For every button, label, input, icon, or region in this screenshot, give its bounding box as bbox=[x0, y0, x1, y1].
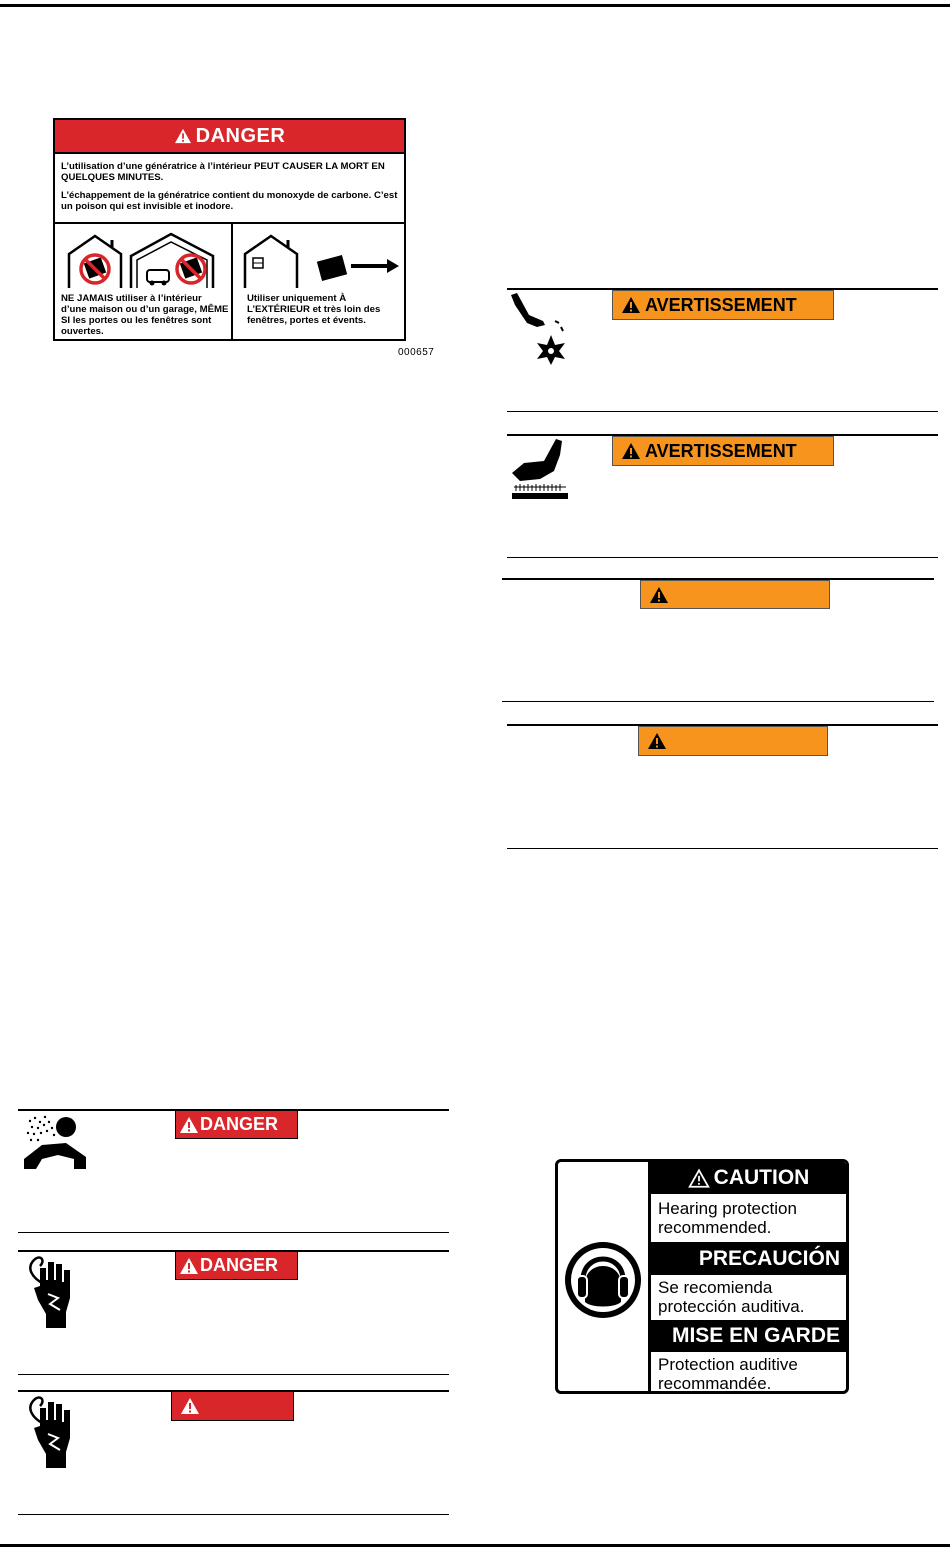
warning2-bottom-rule bbox=[507, 557, 938, 558]
danger-tag-1 bbox=[175, 1110, 298, 1139]
electric-shock-hand-icon bbox=[22, 1254, 82, 1330]
caution-header-es-label: PRECAUCIÓN bbox=[698, 1246, 840, 1270]
warning-tag-2-label: AVERTISSEMENT bbox=[645, 440, 797, 461]
warning-triangle-icon bbox=[649, 586, 669, 604]
warning1-bottom-rule bbox=[507, 411, 938, 412]
ear-protection-icon bbox=[563, 1240, 643, 1320]
hot-surface-hand-icon bbox=[510, 437, 570, 501]
warning-tag-3 bbox=[640, 580, 830, 609]
warning-tag-1-label: AVERTISSEMENT bbox=[645, 294, 797, 315]
danger-tag-2-label: DANGER bbox=[200, 1255, 279, 1275]
danger3-bottom-rule bbox=[18, 1514, 449, 1515]
co-danger-label bbox=[53, 118, 406, 341]
toxic-fumes-icon bbox=[22, 1113, 88, 1169]
caution-text-fr: Protection auditive recommandée. bbox=[658, 1355, 798, 1393]
danger-tag-3 bbox=[171, 1391, 294, 1421]
warning-triangle-icon bbox=[174, 128, 192, 144]
outdoor-generator-icon bbox=[241, 232, 401, 290]
warning-triangle-icon bbox=[621, 296, 641, 314]
caution-text-es: Se recomienda protección auditiva. bbox=[658, 1278, 805, 1316]
warning4-bottom-rule bbox=[507, 848, 938, 849]
warning-triangle-icon bbox=[621, 442, 641, 460]
warning-tag-4 bbox=[638, 726, 828, 756]
caution-header-fr-label: MISE EN GARDE bbox=[671, 1324, 840, 1347]
co-label-vdivider bbox=[231, 224, 233, 339]
caution-icon-panel bbox=[558, 1162, 651, 1391]
warning-tag-1 bbox=[612, 290, 834, 320]
co-caption-left: NE JAMAIS utiliser à l’intérieur d’une maison ou d’un garage, MÊME SI les portes ou les fenêtres sont ouvertes. bbox=[61, 293, 229, 337]
co-label-divider bbox=[55, 222, 404, 224]
warning3-bottom-rule bbox=[502, 701, 934, 702]
caution-header-es bbox=[651, 1242, 846, 1275]
top-rule bbox=[0, 4, 950, 7]
warning-triangle-icon bbox=[180, 1397, 200, 1415]
co-label-title: DANGER bbox=[195, 124, 286, 147]
electric-shock-hand-icon bbox=[22, 1394, 82, 1470]
co-label-para2: L’échappement de la génératrice contient du monoxyde de carbone. C’est un poison qui est invisible et inodore. bbox=[61, 190, 398, 212]
caution-text-en: Hearing protection recommended. bbox=[658, 1199, 797, 1237]
warning-triangle-icon bbox=[179, 1257, 199, 1275]
co-label-header bbox=[55, 120, 404, 154]
label-part-number: 000657 bbox=[398, 347, 435, 358]
bottom-rule bbox=[0, 1544, 950, 1547]
caution-header-fr bbox=[651, 1320, 846, 1352]
no-indoor-house-icon bbox=[65, 232, 225, 290]
danger-tag-1-label: DANGER bbox=[200, 1114, 279, 1134]
hand-fan-icon bbox=[507, 293, 571, 365]
caution-header-en-label: CAUTION bbox=[713, 1166, 810, 1189]
co-label-para1: L’utilisation d’une génératrice à l’intérieur PEUT CAUSER LA MORT EN QUELQUES MINUTES. bbox=[61, 161, 385, 183]
warning-tag-2 bbox=[612, 436, 834, 466]
danger1-bottom-rule bbox=[18, 1232, 449, 1233]
warning-triangle-icon bbox=[179, 1116, 199, 1134]
co-caption-right: Utiliser uniquement À L’EXTÉRIEUR et très loin des fenêtres, portes et évents. bbox=[247, 293, 381, 326]
warning-triangle-icon bbox=[688, 1168, 710, 1188]
warning-triangle-icon bbox=[647, 732, 667, 750]
hearing-caution-label bbox=[555, 1159, 849, 1394]
danger-tag-2 bbox=[175, 1251, 298, 1280]
caution-header-en bbox=[651, 1162, 846, 1194]
danger2-bottom-rule bbox=[18, 1374, 449, 1375]
